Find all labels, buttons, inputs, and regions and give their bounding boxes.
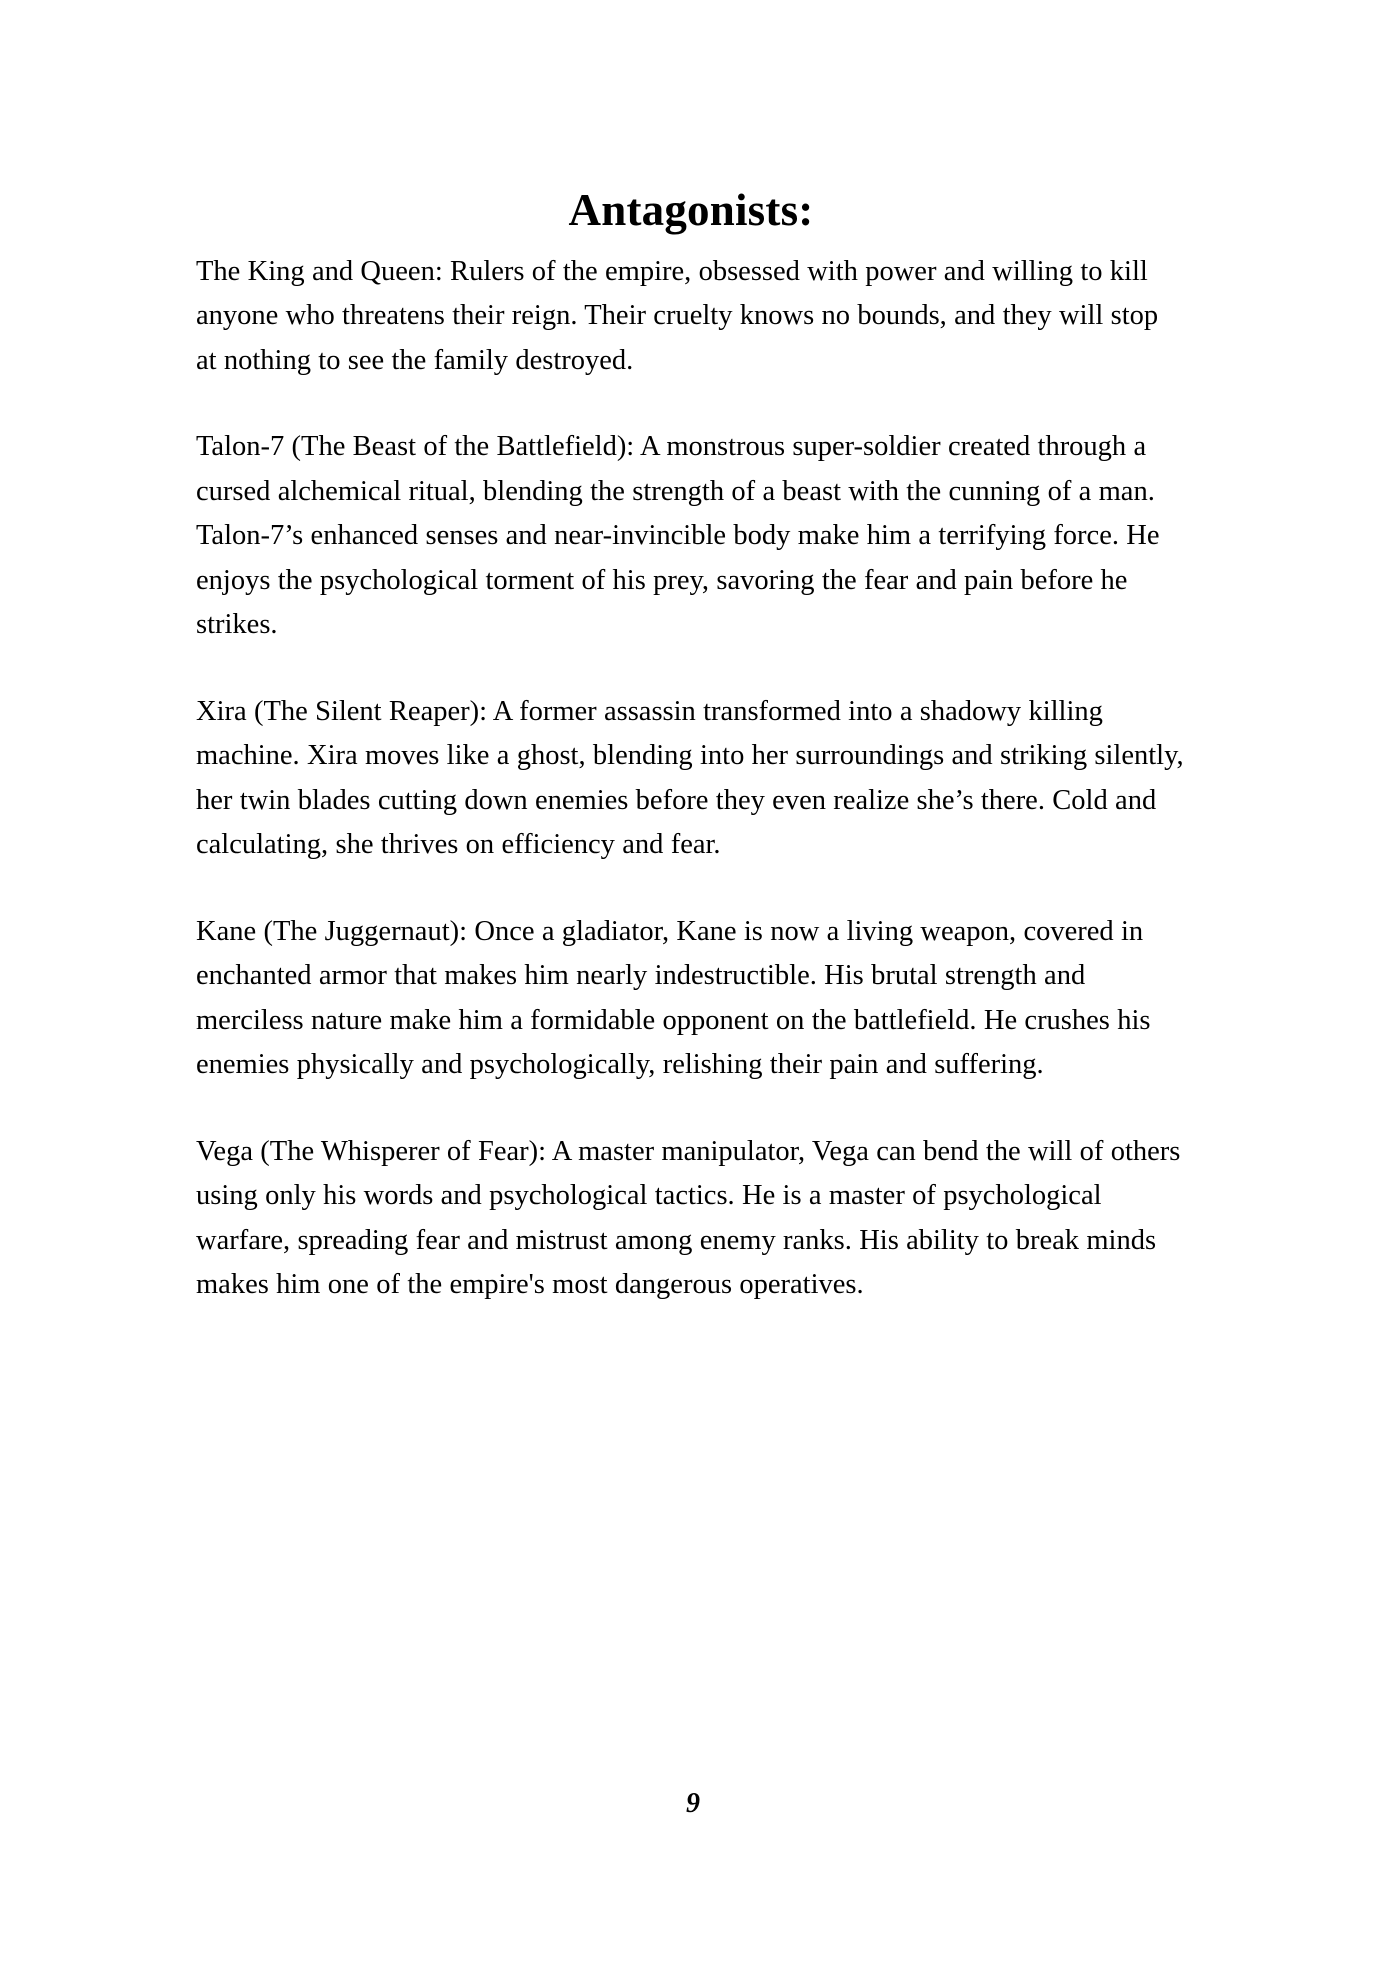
page-content xyxy=(196,186,1186,1308)
paragraph-kane: Kane (The Juggernaut): Once a gladiator, Kane is now a living weapon, covered in enchanted armor that makes him nearly indestructible. His brutal strength and merciless nature make him a formidable opponent on the battlefield. He crushes his enemies physically and psychologically, relishing their pain and suffering. xyxy=(196,915,1151,1080)
paragraph-vega: Vega (The Whisperer of Fear): A master manipulator, Vega can bend the will of others using only his words and psychological tactics. He is a master of psychological warfare, spreading fear and mistrust among enemy ranks. His ability to break minds makes him one of the empire's most dangerous operatives. xyxy=(196,1135,1181,1300)
paragraph-talon-7: Talon-7 (The Beast of the Battlefield): A monstrous super-soldier created through a cursed alchemical ritual, blending the strength of a beast with the cunning of a man. Talon-7’s enhanced senses and near-invincible body make him a terrifying force. He enjoys the psychological torment of his prey, savoring the fear and pain before he strikes. xyxy=(196,431,1160,640)
paragraph-xira: Xira (The Silent Reaper): A former assassin transformed into a shadowy killing machine. Xira moves like a ghost, blending into her surroundings and striking silently, her twin blades cutting down enemies before they even realize she’s there. Cold and calculating, she thrives on efficiency and fear. xyxy=(196,695,1184,860)
page-number: 9 xyxy=(686,1788,700,1819)
page-title: Antagonists: xyxy=(568,185,814,235)
paragraph-king-and-queen: The King and Queen: Rulers of the empire, obsessed with power and willing to kill anyone who threatens their reign. Their cruelty knows no bounds, and they will stop at nothing to see the family destroyed. xyxy=(196,255,1159,376)
